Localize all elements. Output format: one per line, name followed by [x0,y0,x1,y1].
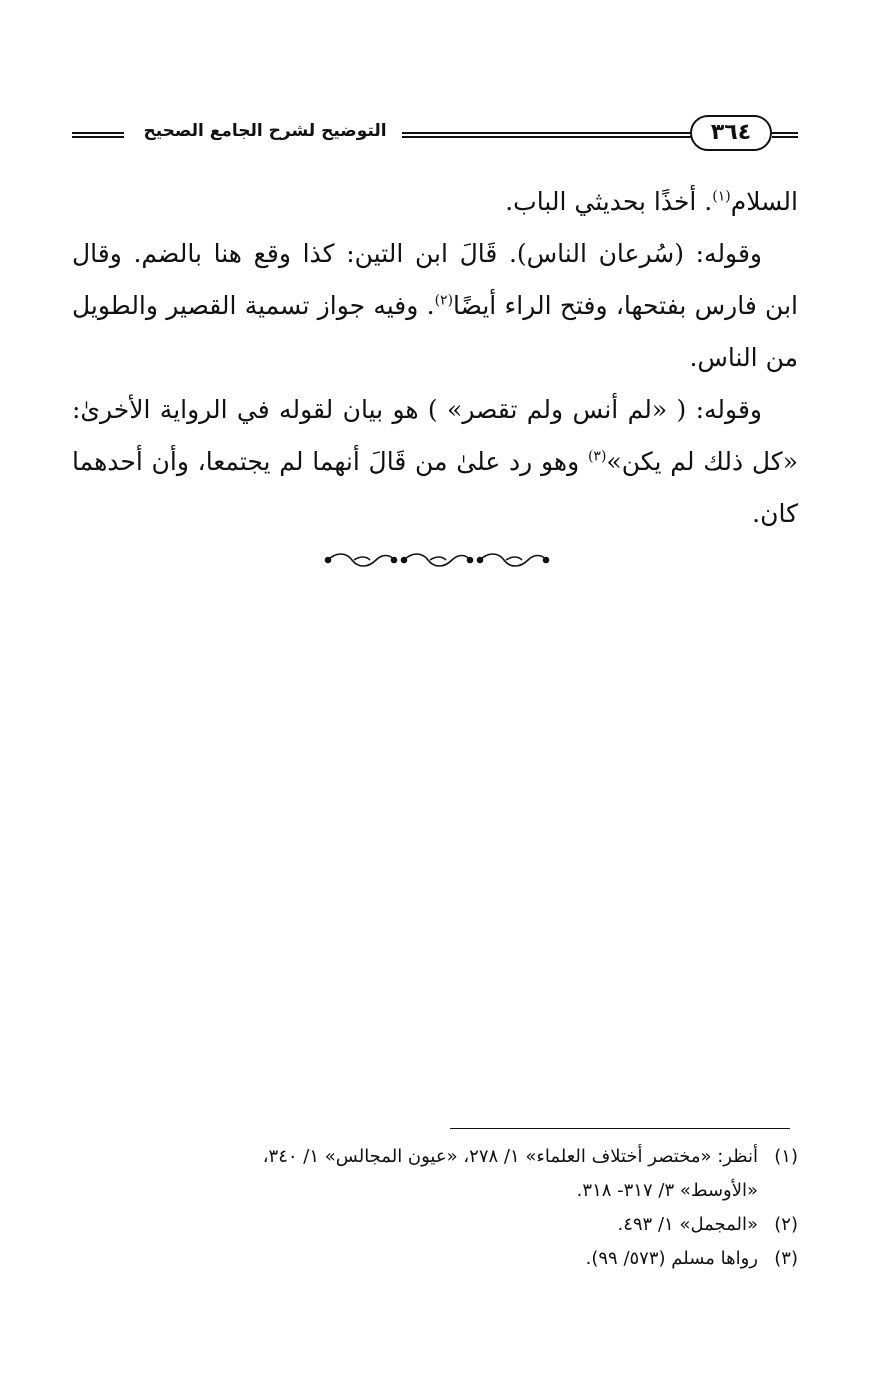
footnote-reference: (٣) [587,448,607,465]
header-rule-left [72,132,124,138]
footnotes [72,1140,798,1276]
paragraph-text: . أخذًا بحديثي الباب. [505,187,713,216]
paragraph-text: . وفيه جواز تسمية القصير والطويل من الناس. [72,291,798,372]
footnote-separator [450,1128,790,1129]
paragraph-1 [72,176,798,228]
footnote-number: (٣) [774,1248,798,1269]
main-text [72,176,798,540]
footnote-number: (٢) [774,1214,798,1235]
footnote-text: رواها مسلم (٥٧٣/ ٩٩). [585,1248,758,1269]
running-title: التوضيح لشرح الجامع الصحيح [143,121,387,141]
header-rule-middle [402,132,692,138]
running-header [72,112,798,158]
footnote-reference: (١) [712,188,731,205]
page-number: ٣٦٤ [690,115,772,151]
footnote-number: (١) [774,1146,798,1167]
paragraph-text: وقوله: ( «لم أنس ولم تقصر» ) هو بيان لقوله في الرواية الأخرىٰ: «كل ذلك لم يكن» [72,395,798,476]
footnote-1 [72,1140,798,1174]
footnote-reference: (٢) [434,292,454,309]
footnote-text: «الأوسط» ٣/ ٣١٧- ٣١٨. [576,1180,758,1201]
paragraph-text: السلام [730,187,798,216]
footnote-1-continuation [72,1174,798,1208]
section-divider-ornament-icon [320,548,550,572]
header-rule-right [772,132,798,138]
paragraph-2 [72,228,798,384]
footnote-3 [72,1242,798,1276]
paragraph-3 [72,384,798,540]
footnote-text: «المجمل» ١/ ٤٩٣. [617,1214,758,1235]
paragraph-text: وقوله: (سُرعان الناس). قَالَ ابن التين: كذا وقع هنا بالضم. وقال ابن فارس بفتحها، وفتح الراء أيضًا [72,239,798,320]
footnote-text: أنظر: «مختصر أختلاف العلماء» ١/ ٢٧٨، «عيون المجالس» ١/ ٣٤٠، [262,1146,758,1167]
paragraph-text: وهو رد علىٰ من قَالَ أنهما لم يجتمعا، وأن أحدهما كان. [72,447,798,528]
footnote-2 [72,1208,798,1242]
